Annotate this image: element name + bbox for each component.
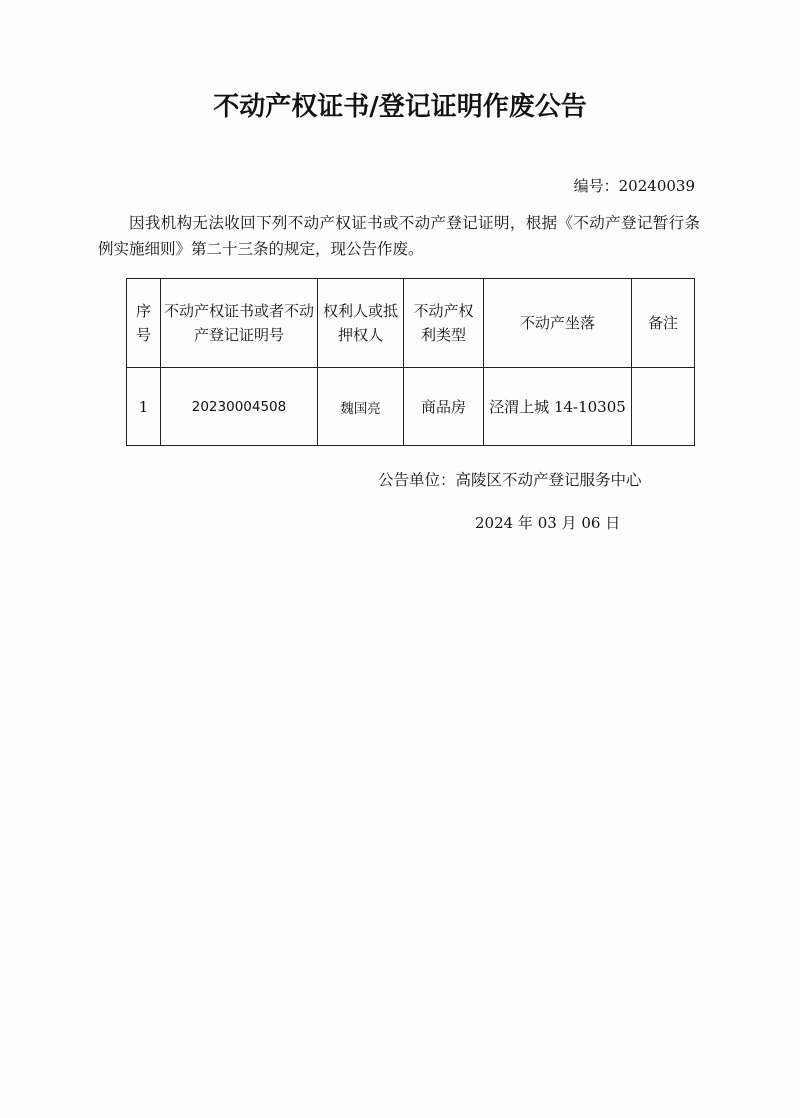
cell-cert-no: 20230004508 [161,368,318,446]
cell-location: 泾渭上城 14-10305 [484,368,632,446]
void-certificates-table [126,278,695,446]
issuing-unit: 公告单位：高陵区不动产登记服务中心 [378,471,642,489]
header-owner: 权利人或抵押权人 [318,279,404,368]
cell-right-type: 商品房 [404,368,484,446]
table-header-row [127,279,695,368]
notice-body: 因我机构无法收回下列不动产权证书或不动产登记证明，根据《不动产登记暂行条例实施细则》第二十三条的规定，现公告作废。 [98,214,700,258]
header-seq: 序号 [127,279,161,368]
header-right-type: 不动产权利类型 [404,279,484,368]
header-location: 不动产坐落 [484,279,632,368]
header-note: 备注 [632,279,695,368]
cell-seq: 1 [127,368,161,446]
table-row [127,368,695,446]
header-cert-no: 不动产权证书或者不动产登记证明号 [161,279,318,368]
document-number: 编号：20240039 [573,177,695,195]
cell-note [632,368,695,446]
cell-owner: 魏国亮 [318,368,404,446]
document-title: 不动产权证书/登记证明作废公告 [213,92,587,122]
notice-date: 2024 年 03 月 06 日 [475,514,621,532]
